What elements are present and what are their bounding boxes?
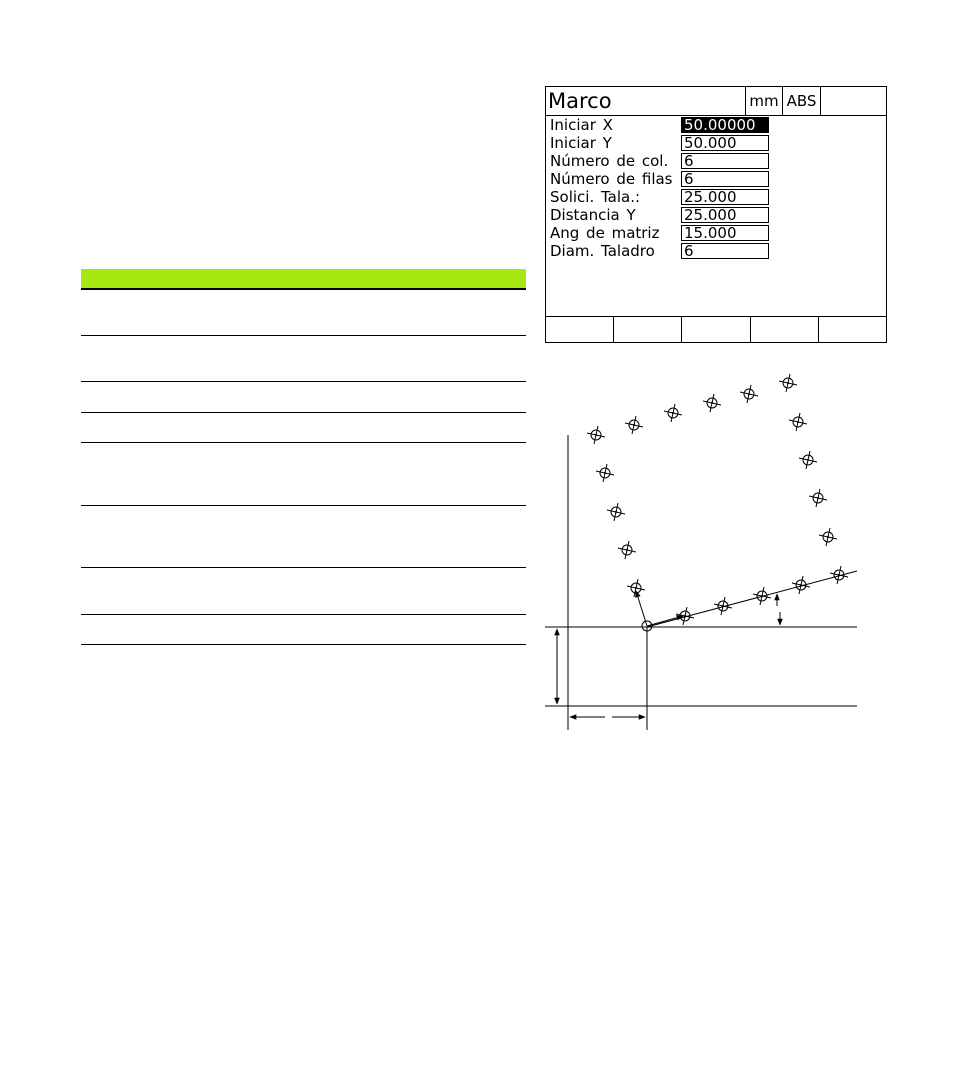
parameter-table-header xyxy=(81,269,526,290)
title-blank-cell xyxy=(820,87,887,115)
hole-icon xyxy=(625,416,643,434)
numero-col-input[interactable]: 6 xyxy=(681,153,769,169)
hole-icon xyxy=(618,541,636,559)
hole-icon xyxy=(740,385,758,403)
field-label: Diam. Taladro xyxy=(550,242,655,260)
field-label: Número de filas xyxy=(550,170,673,188)
field-label: Solici. Tala.: xyxy=(550,188,641,206)
hole-icon xyxy=(830,566,848,584)
distancia-y-input[interactable]: 25.000 xyxy=(681,207,769,223)
table-row xyxy=(81,336,526,382)
mode-indicator: ABS xyxy=(782,87,820,115)
frame-pattern-diagram xyxy=(540,370,870,740)
iniciar-x-input[interactable]: 50.00000 xyxy=(681,117,769,133)
hole-icon xyxy=(792,576,810,594)
field-label: Ang de matriz xyxy=(550,224,660,242)
unit-indicator: mm xyxy=(745,87,782,115)
table-row xyxy=(81,615,526,645)
hole-icon xyxy=(809,489,827,507)
hole-icon xyxy=(607,503,625,521)
softkey-5[interactable] xyxy=(818,317,886,342)
field-label: Distancia Y xyxy=(550,206,636,224)
hole-icon xyxy=(799,451,817,469)
softkey-3[interactable] xyxy=(681,317,749,342)
table-row xyxy=(81,382,526,413)
softkey-1[interactable] xyxy=(546,317,613,342)
ang-matriz-input[interactable]: 15.000 xyxy=(681,225,769,241)
hole-icon xyxy=(714,597,732,615)
table-row xyxy=(81,290,526,336)
table-row xyxy=(81,568,526,615)
numero-filas-input[interactable]: 6 xyxy=(681,171,769,187)
axes xyxy=(545,435,857,730)
hole-icon xyxy=(703,394,721,412)
diam-taladro-input[interactable]: 6 xyxy=(681,243,769,259)
softkey-bar xyxy=(546,316,886,342)
hole-icon xyxy=(587,426,605,444)
hole-icon xyxy=(596,464,614,482)
hole-icon xyxy=(779,374,797,392)
table-row xyxy=(81,443,526,506)
table-row xyxy=(81,506,526,568)
iniciar-y-input[interactable]: 50.000 xyxy=(681,135,769,151)
screen-title: Marco xyxy=(548,89,612,113)
hole-icon xyxy=(627,579,645,597)
solici-tala-input[interactable]: 25.000 xyxy=(681,189,769,205)
softkey-4[interactable] xyxy=(750,317,818,342)
field-label: Iniciar X xyxy=(550,116,613,134)
table-row xyxy=(81,413,526,443)
field-label: Número de col. xyxy=(550,152,669,170)
hole-icon xyxy=(819,528,837,546)
hole-icon xyxy=(664,404,682,422)
hole-markers xyxy=(587,374,848,625)
hole-icon xyxy=(676,607,694,625)
field-label: Iniciar Y xyxy=(550,134,612,152)
screen-title-bar xyxy=(546,87,886,116)
softkey-2[interactable] xyxy=(613,317,681,342)
hole-icon xyxy=(753,587,771,605)
hole-icon xyxy=(789,413,807,431)
parameter-table xyxy=(81,269,526,645)
dimension-arrows xyxy=(557,591,780,717)
dro-screen xyxy=(545,86,887,343)
